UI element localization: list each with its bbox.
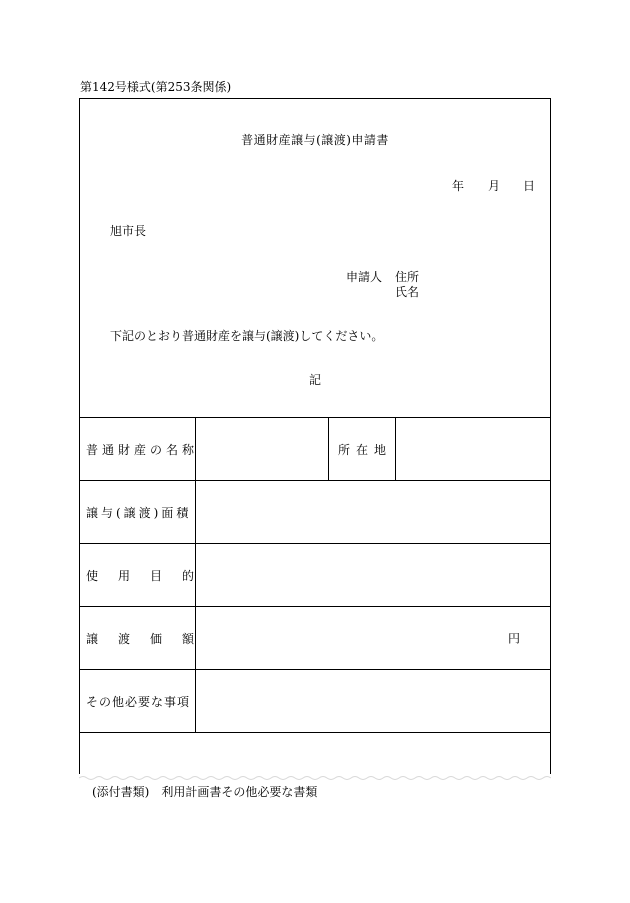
purpose-label [80, 544, 215, 606]
date-month-label: 月 [488, 179, 501, 193]
form-title: 普通財産譲与(譲渡)申請書 [241, 133, 389, 147]
table-row-purpose [80, 543, 550, 606]
price-field[interactable] [196, 607, 550, 669]
other-label-text: その他必要な事項 [86, 694, 191, 709]
property-name-label [80, 418, 199, 480]
other-field[interactable] [196, 670, 550, 732]
price-label [80, 607, 215, 669]
other-label [80, 670, 196, 732]
price-unit: 円 [507, 631, 520, 646]
table-row-price [80, 606, 550, 669]
table-row-area [80, 480, 550, 543]
area-label [80, 481, 196, 543]
table-row-other [80, 669, 550, 732]
purpose-label-text: 使用目的 [86, 568, 215, 583]
location-field[interactable] [396, 418, 550, 480]
location-label-text: 所在地 [337, 442, 392, 457]
form-number: 第142号様式(第253条関係) [80, 80, 232, 94]
table-row-blank [80, 732, 550, 779]
request-text: 下記のとおり普通財産を譲与(譲渡)してください。 [110, 329, 384, 343]
applicant-label: 申請人 [346, 270, 383, 284]
table-row-property-name [80, 417, 550, 480]
applicant-address-label: 住所 [395, 270, 420, 284]
purpose-field[interactable] [196, 544, 550, 606]
attachment-note: (添付書類) 利用計画書その他必要な書類 [92, 785, 318, 799]
location-label [328, 418, 396, 480]
area-field[interactable] [196, 481, 550, 543]
torn-edge-divider [79, 774, 551, 782]
application-form-frame [79, 98, 551, 778]
date-day-label: 日 [523, 179, 536, 193]
area-label-text: 譲与(譲渡)面積 [86, 505, 192, 520]
price-label-text: 譲渡価額 [86, 631, 215, 646]
addressee: 旭市長 [110, 224, 147, 238]
applicant-name-label: 氏名 [395, 285, 420, 299]
ki-heading: 記 [308, 373, 321, 387]
date-year-label: 年 [452, 179, 465, 193]
property-name-label-text: 普通財産の名称 [86, 442, 199, 457]
